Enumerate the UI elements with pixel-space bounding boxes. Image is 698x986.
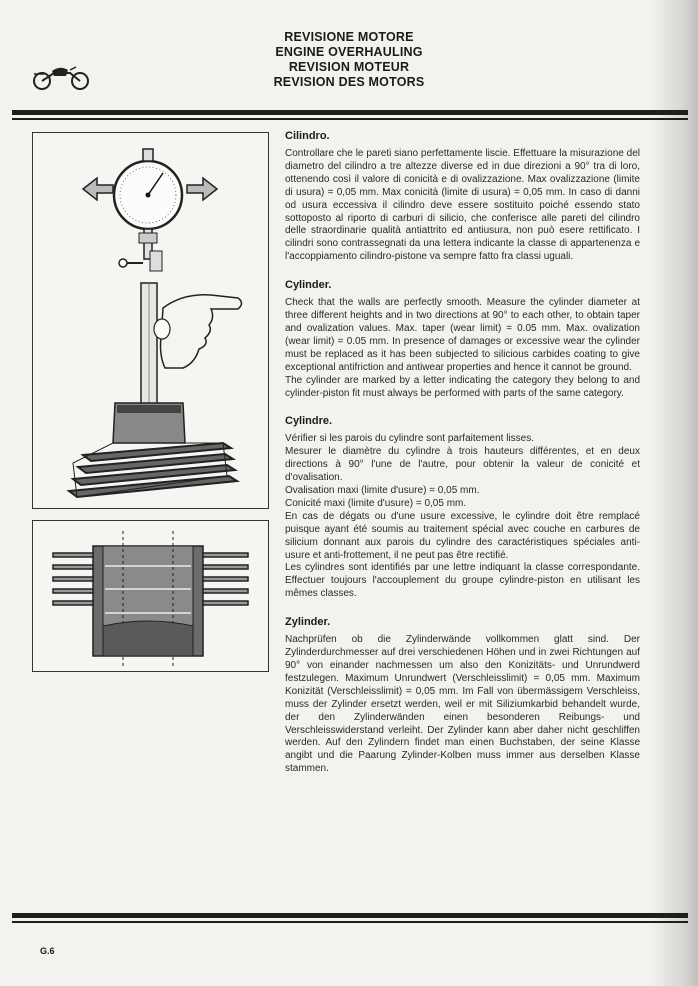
- header-title-english: ENGINE OVERHAULING: [275, 45, 423, 59]
- footer-rule-thin: [12, 921, 688, 923]
- page-header: [0, 30, 698, 90]
- section-title: Cylindre.: [285, 415, 333, 428]
- page-number: G.6: [40, 946, 55, 956]
- bore-gauge-illustration: [33, 133, 268, 508]
- section-body: Check that the walls are perfectly smooth. Measure the cylinder diameter at three different heights and in two directions at 90° to each other, to obtain taper and ovalization values. Max. taper (wear limit) = 0.05 mm. Max. ovalization (wear limit) = 0.05 mm. In presence of damages or excessive wear the cylinder must be replaced as it has been subjected to silicious carbides coating to give exceptional antifriction and antiwear properties and hence it cannot be ground. The cylinder are marked by a letter indicating the category they belong to and cylinder-piston fit must always be performed with parts of the same category.: [285, 297, 640, 399]
- text-column: [285, 130, 640, 791]
- section-title: Cilindro.: [285, 130, 330, 142]
- section-german: [285, 616, 640, 776]
- header-title-french: REVISION MOTEUR: [288, 60, 410, 74]
- header-rule-thick: [12, 110, 688, 115]
- cylinder-section-figure: [32, 520, 269, 672]
- section-body: Vérifier si les parois du cylindre sont parfaitement lisses. Mesurer le diamètre du cylindre à trois hauteurs différentes, et en deux directions à 90° l'une de l'autre, pour obtenir la valeur de conicité et d'ovalisation. Ovalisation maxi (limite d'usure) = 0,05 mm. Conicité maxi (limite d'usure) = 0,05 mm. En cas de dégats ou d'une usure excessive, le cylindre doit être remplacé puisque ayant été soumis au traitement spécial avec couche en carbures de silicium donnant aux parois du cylindre des caractéristiques spéciales anti-usure et anti-frottement, il ne peut pas être rectifié. Les cylindres sont identifiés par une lettre indiquant la classe correspondante. Effectuer toujours l'accouplement du groupe cylindre-piston en utilisant les mêmes classes.: [285, 433, 640, 600]
- section-title: Cylinder.: [285, 279, 332, 292]
- motorcycle-logo-icon: [30, 62, 94, 92]
- footer-rule-thick: [12, 913, 688, 918]
- section-body: Controllare che le pareti siano perfettamente liscie. Effettuare la misurazione del diametro del cilindro a tre altezze diverse ed in due direzioni a 90° tra di loro, ottenendo così il valore di conicità e di ovalizzazione. Max ovalizzazione (limite di usura) = 0,05 mm. Max conicità (limite di usura) = 0,05 mm. In caso di danni od usura eccessiva il cilindro deve essere sostituito poiché essendo stato sottoposto al riporto di carburi di silicio, che conferisce alle pareti del cilindro delle straordinarie qualità antiattrito ed antiusura, non può esere rettificato. I cilindri sono contrassegnati da una lettera indicante la classe di appartenenza e l'accoppiamento cilindro-pistone va sempre fatto fra classi uguali.: [285, 148, 640, 263]
- section-body: Nachprüfen ob die Zylinderwände vollkommen glatt sind. Der Zylinderdurchmesser auf drei verschiedenen Höhen und in zwei Richtungen auf 90° von einander nachmessen um also den Konizitäts- und Unrundwerd festzulegen. Maximum Unrundwert (Verschleisslimit) = 0,05 mm. Maximum Konizität (Verschleisslimit) = 0,05 mm. Im Fall von übermässigem Verschleiss, muss der Zylinder ersetzt werden, weil er mit Siliziumkarbid behandelt wurde, der den Zylinderwänden einen besonderen Reibungs- und Verschleisswiderstand verleiht. Der Zylinder kann aber daher nicht geschliffen werden. Auf den Zylindern findet man einen Buchstaben, der seine Klasse angibt und die Paarung Zylinder-Kolben muss immer aus derselben Klasse stammen.: [285, 634, 640, 775]
- section-french: [285, 415, 640, 601]
- cylinder-section-illustration: [33, 521, 268, 671]
- section-italian: [285, 130, 640, 264]
- section-english: [285, 279, 640, 400]
- header-rule-thin: [12, 118, 688, 120]
- header-title-german: REVISION DES MOTORS: [273, 75, 425, 89]
- header-title-italian: REVISIONE MOTORE: [284, 30, 414, 44]
- section-title: Zylinder.: [285, 616, 331, 629]
- bore-gauge-figure: [32, 132, 269, 509]
- page-edge-shadow: [650, 0, 698, 986]
